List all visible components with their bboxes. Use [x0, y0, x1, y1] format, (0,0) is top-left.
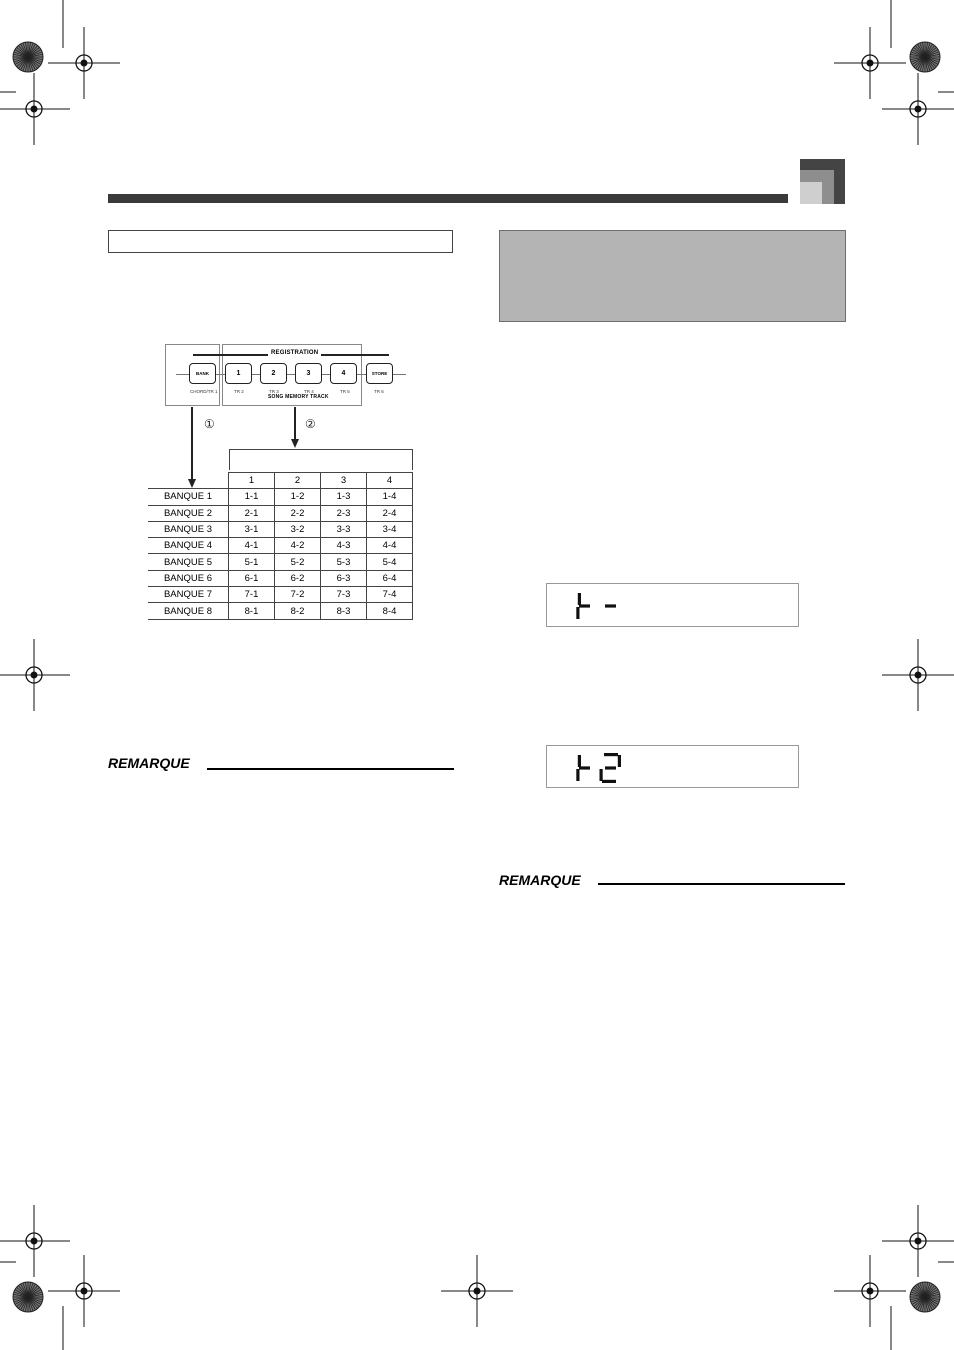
table-cell: 3-2 — [275, 521, 321, 537]
table-cell: 3-1 — [229, 521, 275, 537]
callout-1: ① — [204, 417, 215, 431]
callout-2: ② — [305, 417, 316, 431]
color-register-target — [13, 1282, 43, 1312]
table-cell: 5-2 — [275, 554, 321, 570]
table-cell: 3-4 — [367, 521, 413, 537]
registration-crosshair — [834, 1255, 906, 1327]
column-header: 2 — [275, 473, 321, 489]
table-cell: 7-2 — [275, 587, 321, 603]
color-register-target — [13, 42, 43, 72]
table-cell: 1-1 — [229, 489, 275, 505]
registration-title: REGISTRATION — [268, 350, 321, 356]
bank-label: BANQUE 3 — [148, 521, 229, 537]
bank-label: BANQUE 7 — [148, 587, 229, 603]
tr4-label: TR 4 — [304, 389, 314, 394]
remarque-heading-left: REMARQUE — [108, 755, 190, 771]
table-cell: 2-3 — [321, 505, 367, 521]
table-cell: 1-2 — [275, 489, 321, 505]
table-cell: 5-1 — [229, 554, 275, 570]
column-header: 3 — [321, 473, 367, 489]
column-header: 4 — [367, 473, 413, 489]
table-cell: 2-2 — [275, 505, 321, 521]
table-cell: 6-2 — [275, 570, 321, 586]
bank-label: BANQUE 1 — [148, 489, 229, 505]
registration-button-3[interactable]: 3 — [295, 363, 322, 384]
registration-crosshair — [0, 73, 70, 145]
table-cell: 1-4 — [367, 489, 413, 505]
table-cell: 8-2 — [275, 603, 321, 619]
registration-button-1[interactable]: 1 — [225, 363, 252, 384]
registration-crosshair — [0, 1205, 70, 1277]
table-cell: 8-4 — [367, 603, 413, 619]
tr6-label: TR 6 — [374, 389, 384, 394]
registration-button-2[interactable]: 2 — [260, 363, 287, 384]
song-memory-label: SONG MEMORY TRACK — [268, 394, 329, 400]
tr3-label: TR 3 — [269, 389, 279, 394]
bank-sub-label: CHORD/TR 1 — [190, 389, 218, 394]
table-cell: 4-1 — [229, 538, 275, 554]
table-cell: 2-1 — [229, 505, 275, 521]
column-header: 1 — [229, 473, 275, 489]
registration-crosshair — [48, 27, 120, 99]
tr5-label: TR 5 — [340, 389, 350, 394]
table-cell: 3-3 — [321, 521, 367, 537]
table-cell: 8-1 — [229, 603, 275, 619]
table-cell: 8-3 — [321, 603, 367, 619]
table-cell: 7-4 — [367, 587, 413, 603]
bank-label: BANQUE 5 — [148, 554, 229, 570]
color-register-target — [910, 42, 940, 72]
table-cell: 4-3 — [321, 538, 367, 554]
color-register-target — [910, 1282, 940, 1312]
table-cell: 7-3 — [321, 587, 367, 603]
registration-crosshair — [48, 1255, 120, 1327]
registration-button-4[interactable]: 4 — [330, 363, 357, 384]
store-button[interactable]: STORE — [366, 363, 393, 384]
remarque-heading-right: REMARQUE — [499, 872, 581, 888]
bank-label: BANQUE 4 — [148, 538, 229, 554]
table-cell: 5-4 — [367, 554, 413, 570]
table-cell: 2-4 — [367, 505, 413, 521]
table-cell: 6-1 — [229, 570, 275, 586]
registration-crosshair — [441, 1255, 513, 1327]
table-cell: 5-3 — [321, 554, 367, 570]
registration-crosshair — [882, 73, 954, 145]
registration-crosshair — [0, 639, 70, 711]
table-cell: 4-4 — [367, 538, 413, 554]
bank-label: BANQUE 2 — [148, 505, 229, 521]
registration-crosshair — [882, 1205, 954, 1277]
bank-button[interactable]: BANK — [189, 363, 216, 384]
registration-crosshair — [882, 639, 954, 711]
bank-label: BANQUE 6 — [148, 570, 229, 586]
table-cell: 7-1 — [229, 587, 275, 603]
registration-crosshair — [834, 27, 906, 99]
tr2-label: TR 2 — [234, 389, 244, 394]
bank-label: BANQUE 8 — [148, 603, 229, 619]
table-cell: 1-3 — [321, 489, 367, 505]
table-cell: 4-2 — [275, 538, 321, 554]
table-cell: 6-4 — [367, 570, 413, 586]
table-cell: 6-3 — [321, 570, 367, 586]
